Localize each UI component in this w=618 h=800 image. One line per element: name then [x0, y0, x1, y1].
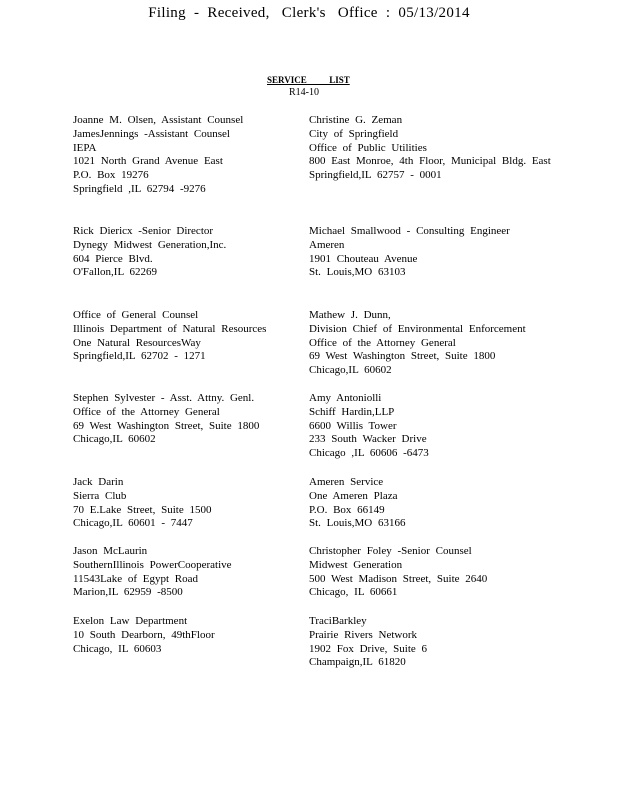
- address-line: Chicago,IL 60602: [309, 364, 392, 377]
- address-line: Chicago, IL 60603: [73, 642, 162, 655]
- address-line: St. Louis,MO 63166: [309, 517, 406, 530]
- address-line: Joanne M. Olsen, Assistant Counsel: [73, 114, 244, 126]
- address-line: Chicago, IL 60661: [309, 586, 398, 599]
- address-line: O'Fallon,IL 62269: [73, 266, 158, 279]
- address-line: One Natural ResourcesWay: [73, 336, 201, 349]
- address-line: 70 E.Lake Street, Suite 1500: [73, 503, 212, 516]
- address-block: [73, 545, 232, 600]
- address-block: [309, 545, 487, 600]
- address-line: Ameren Service: [309, 476, 384, 488]
- address-block: [309, 476, 405, 531]
- address-line: Office of the Attorney General: [309, 336, 456, 349]
- address-line: Marion,IL 62959 -8500: [73, 586, 183, 599]
- address-line: Office of the Attorney General: [73, 405, 220, 418]
- address-line: St. Louis,MO 63103: [309, 266, 406, 279]
- address-block: [309, 309, 526, 378]
- address-line: P.O. Box 66149: [309, 503, 385, 516]
- address-line: Chicago,IL 60602: [73, 433, 156, 446]
- address-line: Illinois Department of Natural Resources: [73, 322, 267, 335]
- address-line: Champaign,IL 61820: [309, 656, 406, 669]
- filing-header: Filing - Received, Clerk's Office : 05/13/2014: [148, 5, 470, 21]
- address-line: Jack Darin: [73, 476, 124, 488]
- address-line: Amy Antoniolli: [309, 392, 382, 404]
- address-block: [309, 615, 427, 670]
- address-line: IEPA: [73, 141, 97, 154]
- address-block: [309, 392, 429, 461]
- address-line: 6600 Willis Tower: [309, 419, 397, 432]
- address-line: Midwest Generation: [309, 558, 403, 571]
- address-line: 10 South Dearborn, 49thFloor: [73, 628, 215, 641]
- address-line: SouthernIllinois PowerCooperative: [73, 558, 232, 571]
- address-block: [309, 114, 551, 183]
- address-line: Schiff Hardin,LLP: [309, 405, 395, 418]
- address-line: JamesJennings -Assistant Counsel: [73, 127, 230, 140]
- address-line: Mathew J. Dunn,: [309, 309, 391, 321]
- address-line: City of Springfield: [309, 127, 399, 140]
- address-line: Stephen Sylvester - Asst. Attny. Genl.: [73, 392, 255, 404]
- address-line: Dynegy Midwest Generation,Inc.: [73, 238, 227, 251]
- service-list-title: SERVICE LIST: [267, 75, 350, 85]
- address-line: Springfield ,IL 62794 -9276: [73, 182, 206, 195]
- address-line: P.O. Box 19276: [73, 169, 149, 182]
- address-block: [309, 225, 510, 280]
- address-line: Chicago ,IL 60606 -6473: [309, 447, 429, 460]
- address-line: 233 South Wacker Drive: [309, 433, 427, 446]
- address-line: Jason McLaurin: [73, 545, 148, 557]
- address-block: [73, 476, 211, 531]
- address-line: Office of Public Utilities: [309, 141, 427, 154]
- address-line: Christine G. Zeman: [309, 114, 403, 126]
- address-line: Rick Diericx -Senior Director: [73, 225, 214, 237]
- address-line: Sierra Club: [73, 489, 127, 502]
- address-line: Ameren: [309, 238, 345, 251]
- address-line: 1902 Fox Drive, Suite 6: [309, 642, 428, 655]
- address-block: [73, 392, 259, 447]
- address-line: 1021 North Grand Avenue East: [73, 155, 223, 168]
- docket-number: R14-10: [289, 87, 319, 98]
- address-line: Springfield,IL 62702 - 1271: [73, 350, 206, 363]
- address-line: Springfield,IL 62757 - 0001: [309, 169, 442, 182]
- address-line: Michael Smallwood - Consulting Engineer: [309, 225, 510, 237]
- address-line: One Ameren Plaza: [309, 489, 398, 502]
- address-line: 800 East Monroe, 4th Floor, Municipal Bldg. East: [309, 155, 551, 168]
- address-line: Christopher Foley -Senior Counsel: [309, 545, 472, 557]
- address-line: Exelon Law Department: [73, 615, 188, 627]
- address-block: [73, 309, 266, 364]
- address-line: Division Chief of Environmental Enforcement: [309, 322, 526, 335]
- address-line: 500 West Madison Street, Suite 2640: [309, 572, 488, 585]
- address-block: [73, 615, 215, 656]
- address-line: Prairie Rivers Network: [309, 628, 418, 641]
- address-line: 69 West Washington Street, Suite 1800: [73, 419, 260, 432]
- address-line: 11543Lake of Egypt Road: [73, 572, 198, 585]
- address-block: [73, 225, 226, 280]
- address-line: 604 Pierce Blvd.: [73, 252, 153, 265]
- address-block: [73, 114, 243, 197]
- address-line: Chicago,IL 60601 - 7447: [73, 517, 193, 530]
- address-line: 1901 Chouteau Avenue: [309, 252, 418, 265]
- address-line: TraciBarkley: [309, 615, 367, 627]
- address-line: 69 West Washington Street, Suite 1800: [309, 350, 496, 363]
- address-line: Office of General Counsel: [73, 309, 199, 321]
